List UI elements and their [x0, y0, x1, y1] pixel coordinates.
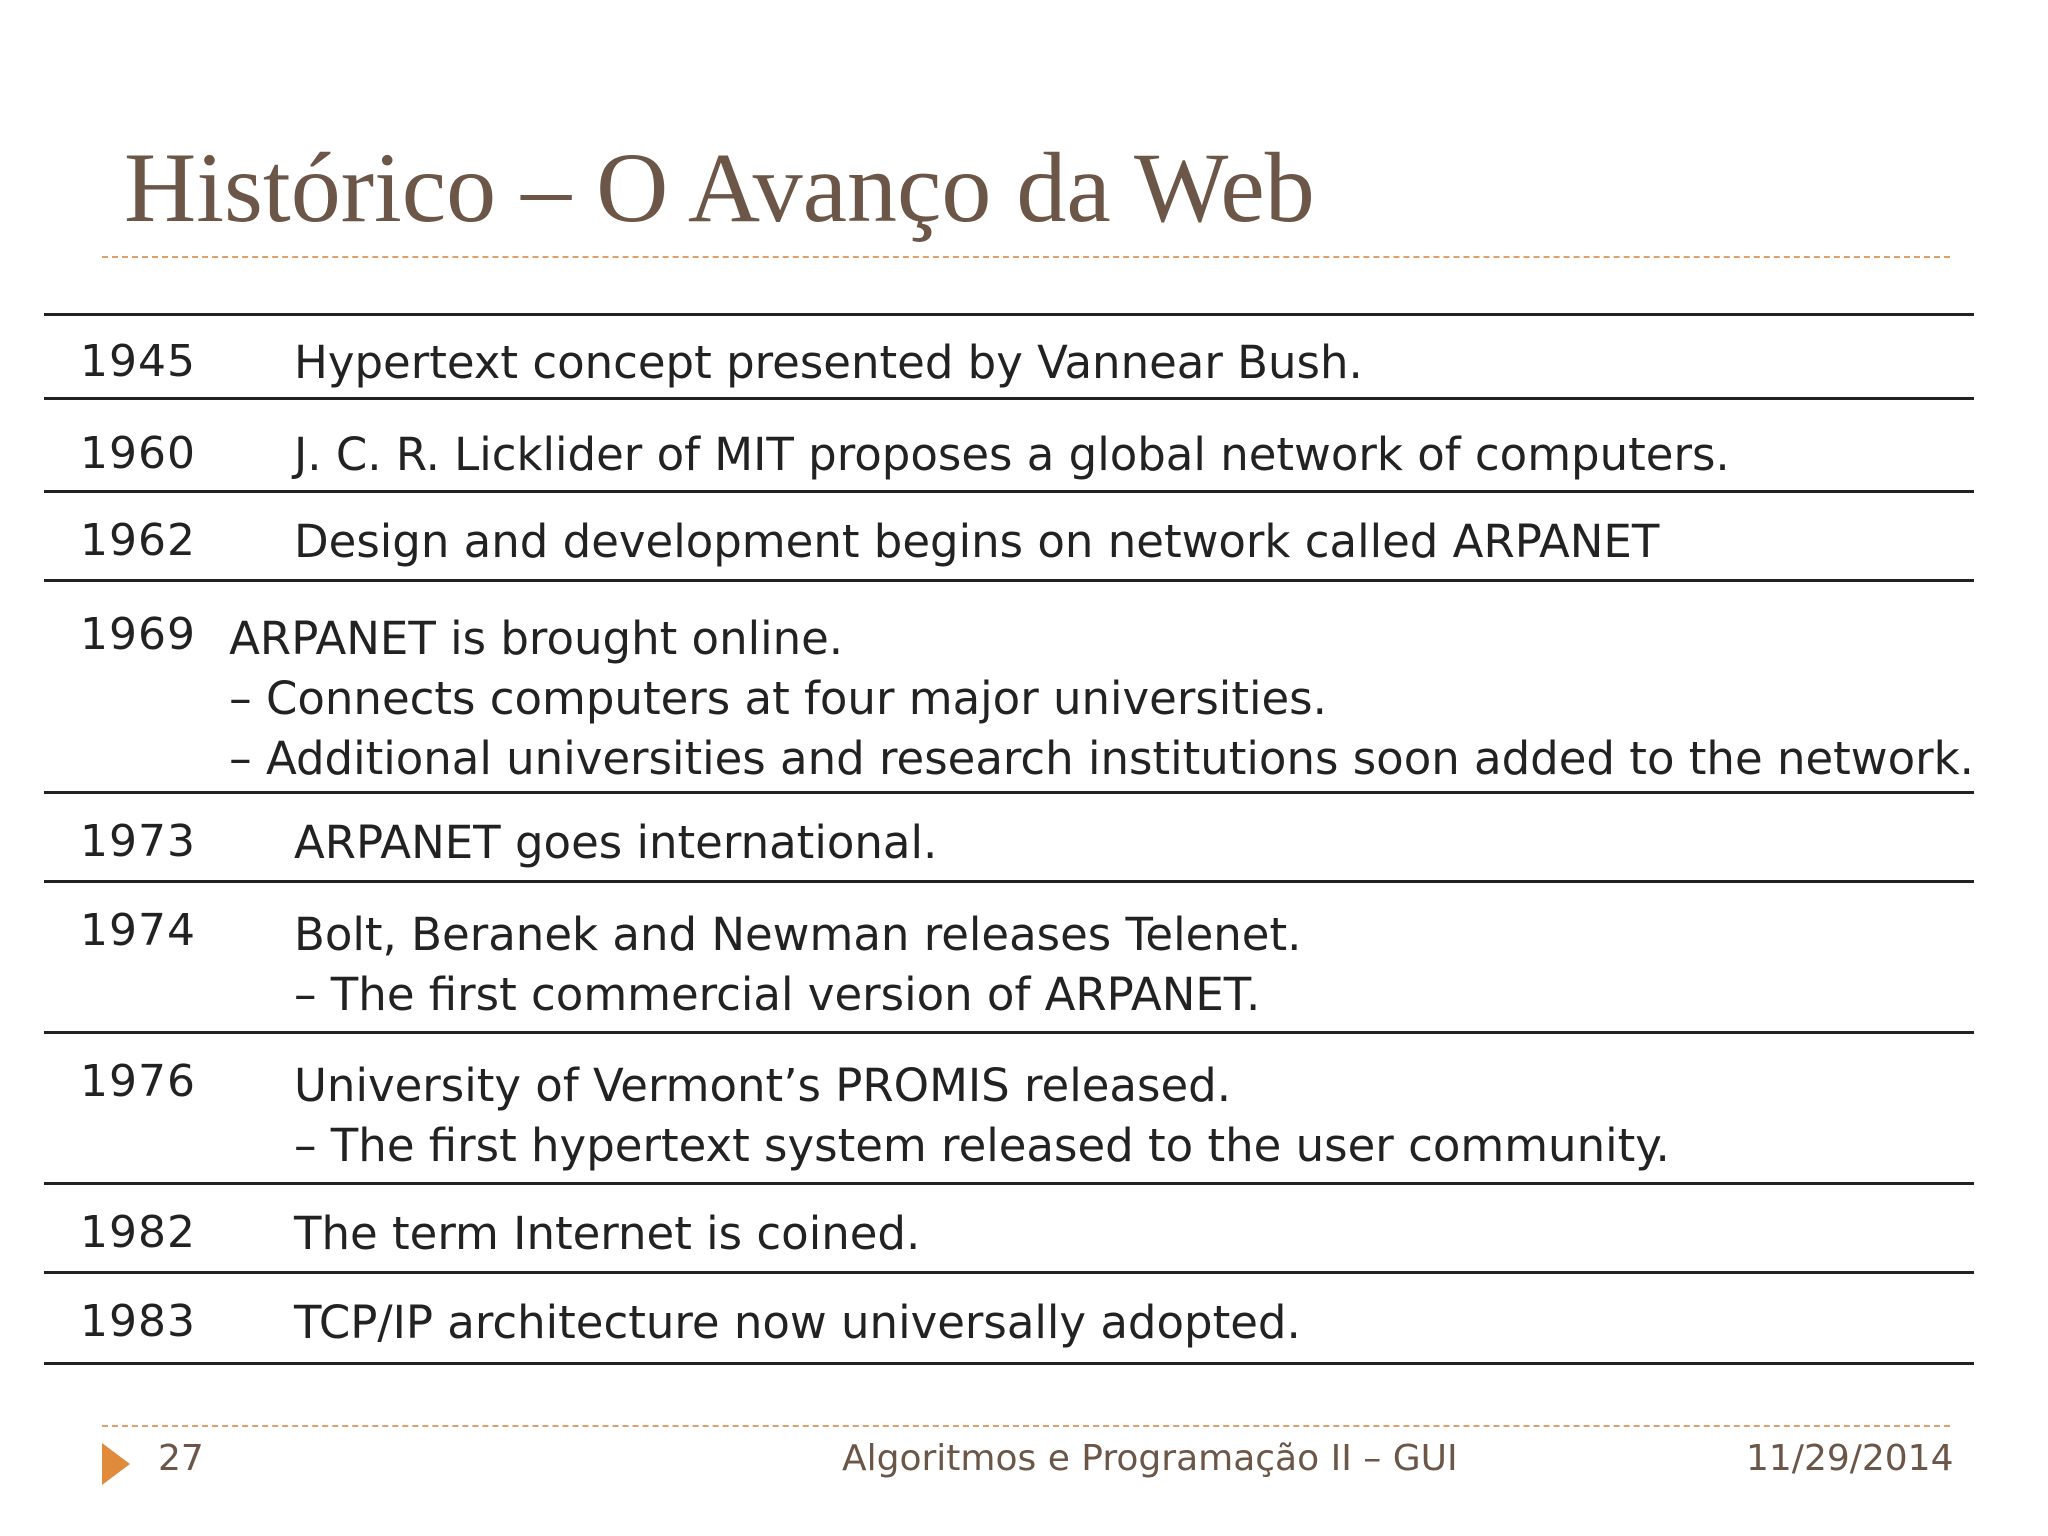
page-number: 27 — [158, 1438, 204, 1479]
timeline-year: 1983 — [80, 1296, 196, 1347]
timeline-row — [44, 1034, 1974, 1185]
footer-divider — [102, 1425, 1950, 1427]
timeline-row — [44, 400, 1974, 493]
timeline-row — [44, 1274, 1974, 1365]
timeline-description — [294, 428, 1974, 490]
title-divider — [102, 256, 1950, 258]
description-line: Bolt, Beranek and Newman releases Telenet. — [294, 908, 1302, 961]
course-name: Algoritmos e Programação II – GUI — [842, 1438, 1458, 1479]
play-arrow-icon — [102, 1443, 130, 1485]
timeline-description — [294, 905, 1974, 1031]
timeline-year: 1945 — [80, 336, 196, 387]
timeline-row — [44, 493, 1974, 582]
timeline-description — [294, 336, 1974, 397]
timeline-year: 1973 — [80, 816, 196, 867]
description-line: Design and development begins on network called ARPANET — [294, 515, 1660, 568]
timeline-year: 1982 — [80, 1207, 196, 1258]
timeline-description — [294, 1296, 1974, 1362]
timeline-description — [294, 515, 1974, 579]
timeline-description — [229, 609, 1974, 791]
description-line: University of Vermont’s PROMIS released. — [294, 1059, 1232, 1112]
description-line: TCP/IP architecture now universally adopted. — [294, 1296, 1301, 1349]
description-line: ARPANET goes international. — [294, 816, 938, 869]
description-line: – The first commercial version of ARPANET. — [294, 968, 1261, 1021]
timeline-row — [44, 1185, 1974, 1274]
description-line: Hypertext concept presented by Vannear Bush. — [294, 336, 1363, 389]
description-line: – Additional universities and research institutions soon added to the network. — [229, 732, 1974, 785]
description-line: J. C. R. Licklider of MIT proposes a global network of computers. — [294, 428, 1730, 481]
timeline-row — [44, 794, 1974, 883]
timeline-row — [44, 883, 1974, 1034]
slide-date: 11/29/2014 — [1746, 1438, 1954, 1479]
timeline-year: 1960 — [80, 428, 196, 479]
description-line: ARPANET is brought online. — [229, 612, 844, 665]
description-line: – The first hypertext system released to the user community. — [294, 1119, 1670, 1172]
timeline-description — [294, 1207, 1974, 1271]
timeline-description — [294, 816, 1974, 880]
timeline-year: 1976 — [80, 1056, 196, 1107]
timeline-year: 1974 — [80, 905, 196, 956]
timeline-row — [44, 316, 1974, 400]
timeline-year: 1969 — [80, 609, 196, 660]
description-line: – Connects computers at four major universities. — [229, 672, 1327, 725]
timeline-table — [44, 313, 1974, 1365]
timeline-row — [44, 582, 1974, 794]
slide-title: Histórico – O Avanço da Web — [124, 132, 1315, 243]
timeline-description — [294, 1056, 1974, 1182]
timeline-year: 1962 — [80, 515, 196, 566]
description-line: The term Internet is coined. — [294, 1207, 921, 1260]
